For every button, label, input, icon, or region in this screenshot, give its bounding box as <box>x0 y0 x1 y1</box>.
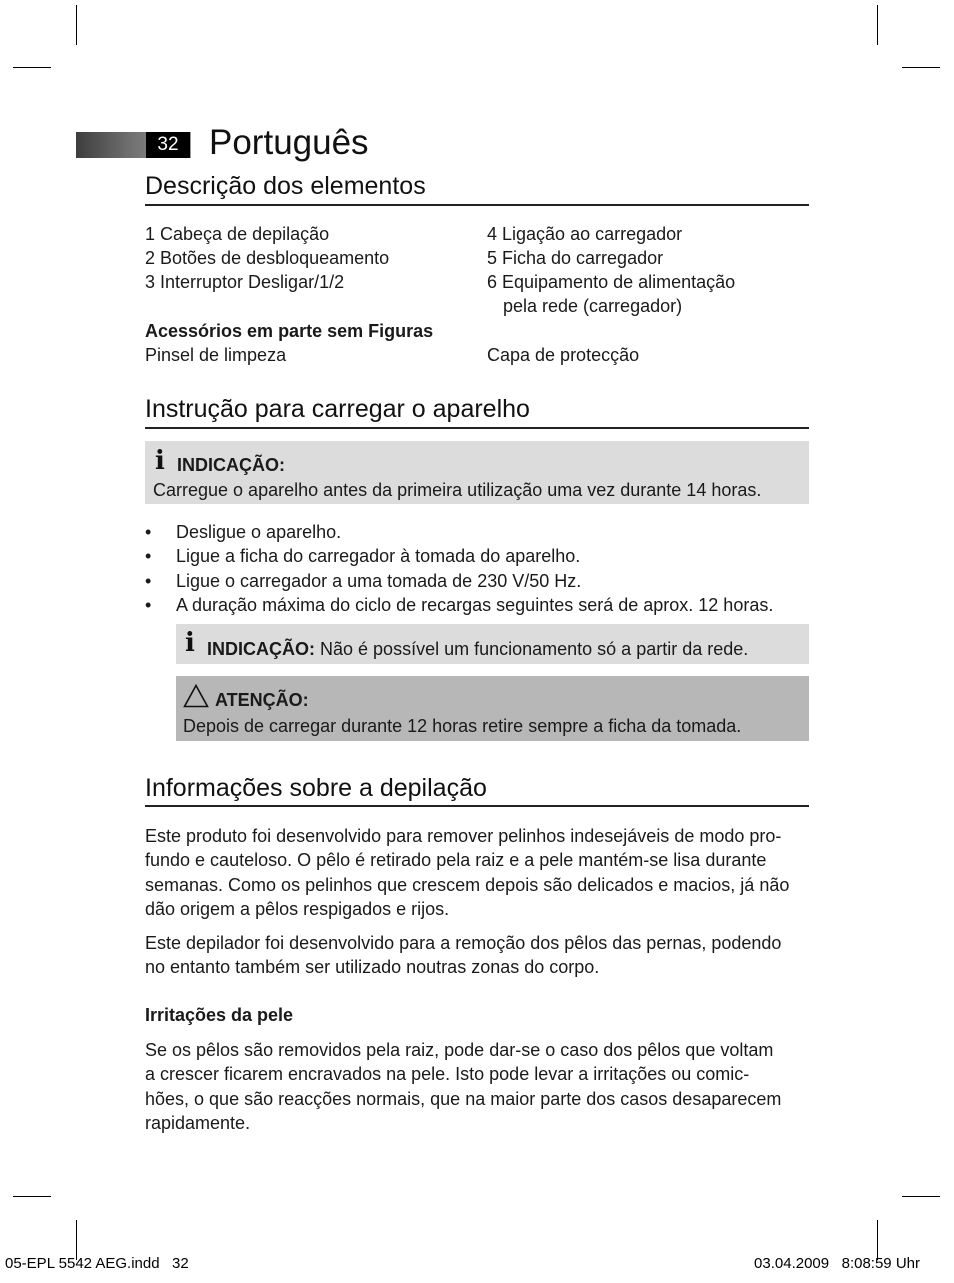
section-rule <box>145 805 809 807</box>
accessory-item: Pinsel de limpeza <box>145 345 287 365</box>
page-number: 32 <box>146 132 190 158</box>
crop-mark <box>902 1196 940 1197</box>
note-box <box>145 441 809 504</box>
info-icon: i <box>155 446 165 476</box>
element-item-continuation: pela rede (carregador) <box>503 296 683 316</box>
section-rule <box>145 204 809 206</box>
charging-steps-list <box>145 520 773 617</box>
note-label: INDICAÇÃO: <box>207 639 315 659</box>
list-item: • Ligue o carregador a uma tomada de 230 V/50 Hz. <box>145 570 582 591</box>
paragraph: Este produto foi desenvolvido para remover pelinhos indesejáveis de modo pro- fundo e cauteloso. O pêlo é retirado pela raiz e a pele mantém-se lisa durante semanas. Como os pelinhos que crescem depois são delicados e macios, já não dão origem a pêlos respigados e rijos. <box>145 826 790 919</box>
note-text: Carregue o aparelho antes da primeira utilização uma vez durante 14 horas. <box>153 480 762 500</box>
paragraph: Se os pêlos são removidos pela raiz, pode dar-se o caso dos pêlos que voltam a crescer ficarem encravados na pele. Isto pode levar a irritações ou comic- hões, o que são reacções normais, que na maior parte dos casos desaparecem rapidamente. <box>145 1040 782 1133</box>
element-item: 1 Cabeça de depilação <box>145 224 330 244</box>
section-title-charging: Instrução para carregar o aparelho <box>145 395 530 423</box>
list-item: • Desligue o aparelho. <box>145 522 342 542</box>
crop-mark <box>13 1196 51 1197</box>
section-title-elements: Descrição dos elementos <box>145 172 426 200</box>
info-icon: i <box>185 628 195 658</box>
warning-box <box>176 676 809 741</box>
warning-label: ATENÇÃO: <box>215 690 309 710</box>
note-text: Não é possível um funcionamento só a partir da rede. <box>320 639 749 659</box>
warning-triangle-icon <box>183 684 209 708</box>
page-title: Português <box>209 123 369 162</box>
list-item: • Ligue a ficha do carregador à tomada do aparelho. <box>145 546 581 567</box>
warning-text: Depois de carregar durante 12 horas retire sempre a ficha da tomada. <box>183 716 742 736</box>
element-item: 2 Botões de desbloqueamento <box>145 248 390 268</box>
section-rule <box>145 427 809 429</box>
note-box <box>176 624 809 664</box>
element-item: 3 Interruptor Desligar/1/2 <box>145 272 345 292</box>
crop-mark <box>877 5 878 45</box>
paragraph: Este depilador foi desenvolvido para a remoção dos pêlos das pernas, podendo no entanto também ser utilizado noutras zonas do corpo. <box>145 933 782 978</box>
crop-mark <box>902 67 940 68</box>
subheading-skin-irritation: Irritações da pele <box>145 1005 294 1025</box>
accessories-heading: Acessórios em parte sem Figuras <box>145 321 434 341</box>
element-item: 6 Equipamento de alimentação <box>487 272 736 292</box>
note-line <box>207 637 748 661</box>
section-title-depilation: Informações sobre a depilação <box>145 774 487 802</box>
note-label: INDICAÇÃO: <box>177 455 285 475</box>
element-item: 5 Ficha do carregador <box>487 248 664 268</box>
accessory-item: Capa de protecção <box>487 345 640 365</box>
footer-file-info: 05-EPL 5542 AEG.indd 32 <box>5 1255 189 1272</box>
crop-mark <box>76 5 77 45</box>
list-item: • A duração máxima do ciclo de recargas seguintes será de aprox. 12 horas. <box>145 594 774 615</box>
footer-timestamp: 03.04.2009 8:08:59 Uhr <box>754 1255 920 1272</box>
element-item: 4 Ligação ao carregador <box>487 224 683 244</box>
crop-mark <box>13 67 51 68</box>
